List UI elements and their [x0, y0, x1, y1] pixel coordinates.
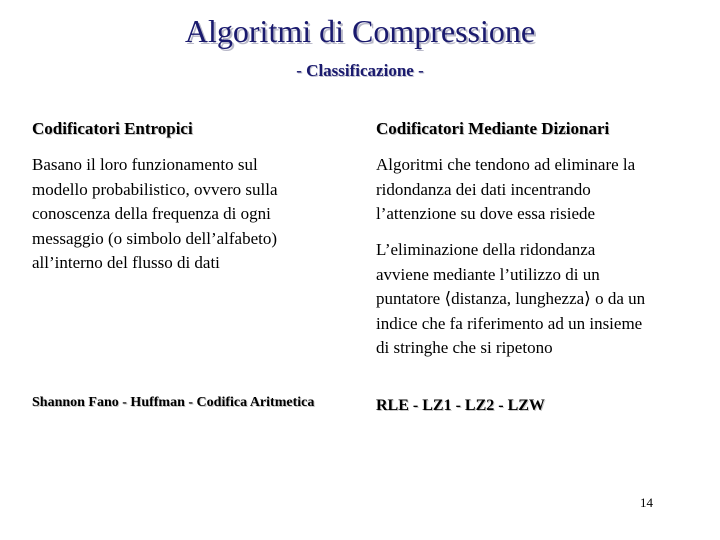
entropic-coders-description: Basano il loro funzionamento sul modello probabilistico, ovvero sulla conoscenza della frequenza di ogni messaggio (o simbolo dell’alfabeto) all’interno del flusso di dati [32, 155, 278, 272]
slide-title: Algoritmi di Compressione [184, 13, 536, 49]
dictionary-coders-description: Algoritmi che tendono ad eliminare la ridondanza dei dati incentrando l’attenzione su dove essa risiede [376, 155, 636, 223]
page-number: 14 [640, 495, 653, 510]
entropic-coders-examples: Shannon Fano - Huffman - Codifica Aritmetica [32, 395, 315, 410]
slide-subtitle: - Classificazione - [296, 61, 424, 80]
dictionary-coders-pointer-description: L’eliminazione della ridondanza avviene mediante l’utilizzo di un puntatore ⟨distanza, lunghezza⟩ o da un indice che fa riferimento ad un insieme di stringhe che si ripetono [376, 240, 646, 357]
entropic-coders-heading: Codificatori Entropici [32, 119, 193, 138]
dictionary-coders-examples: RLE - LZ1 - LZ2 - LZW [376, 397, 545, 414]
dictionary-coders-heading: Codificatori Mediante Dizionari [376, 119, 610, 138]
